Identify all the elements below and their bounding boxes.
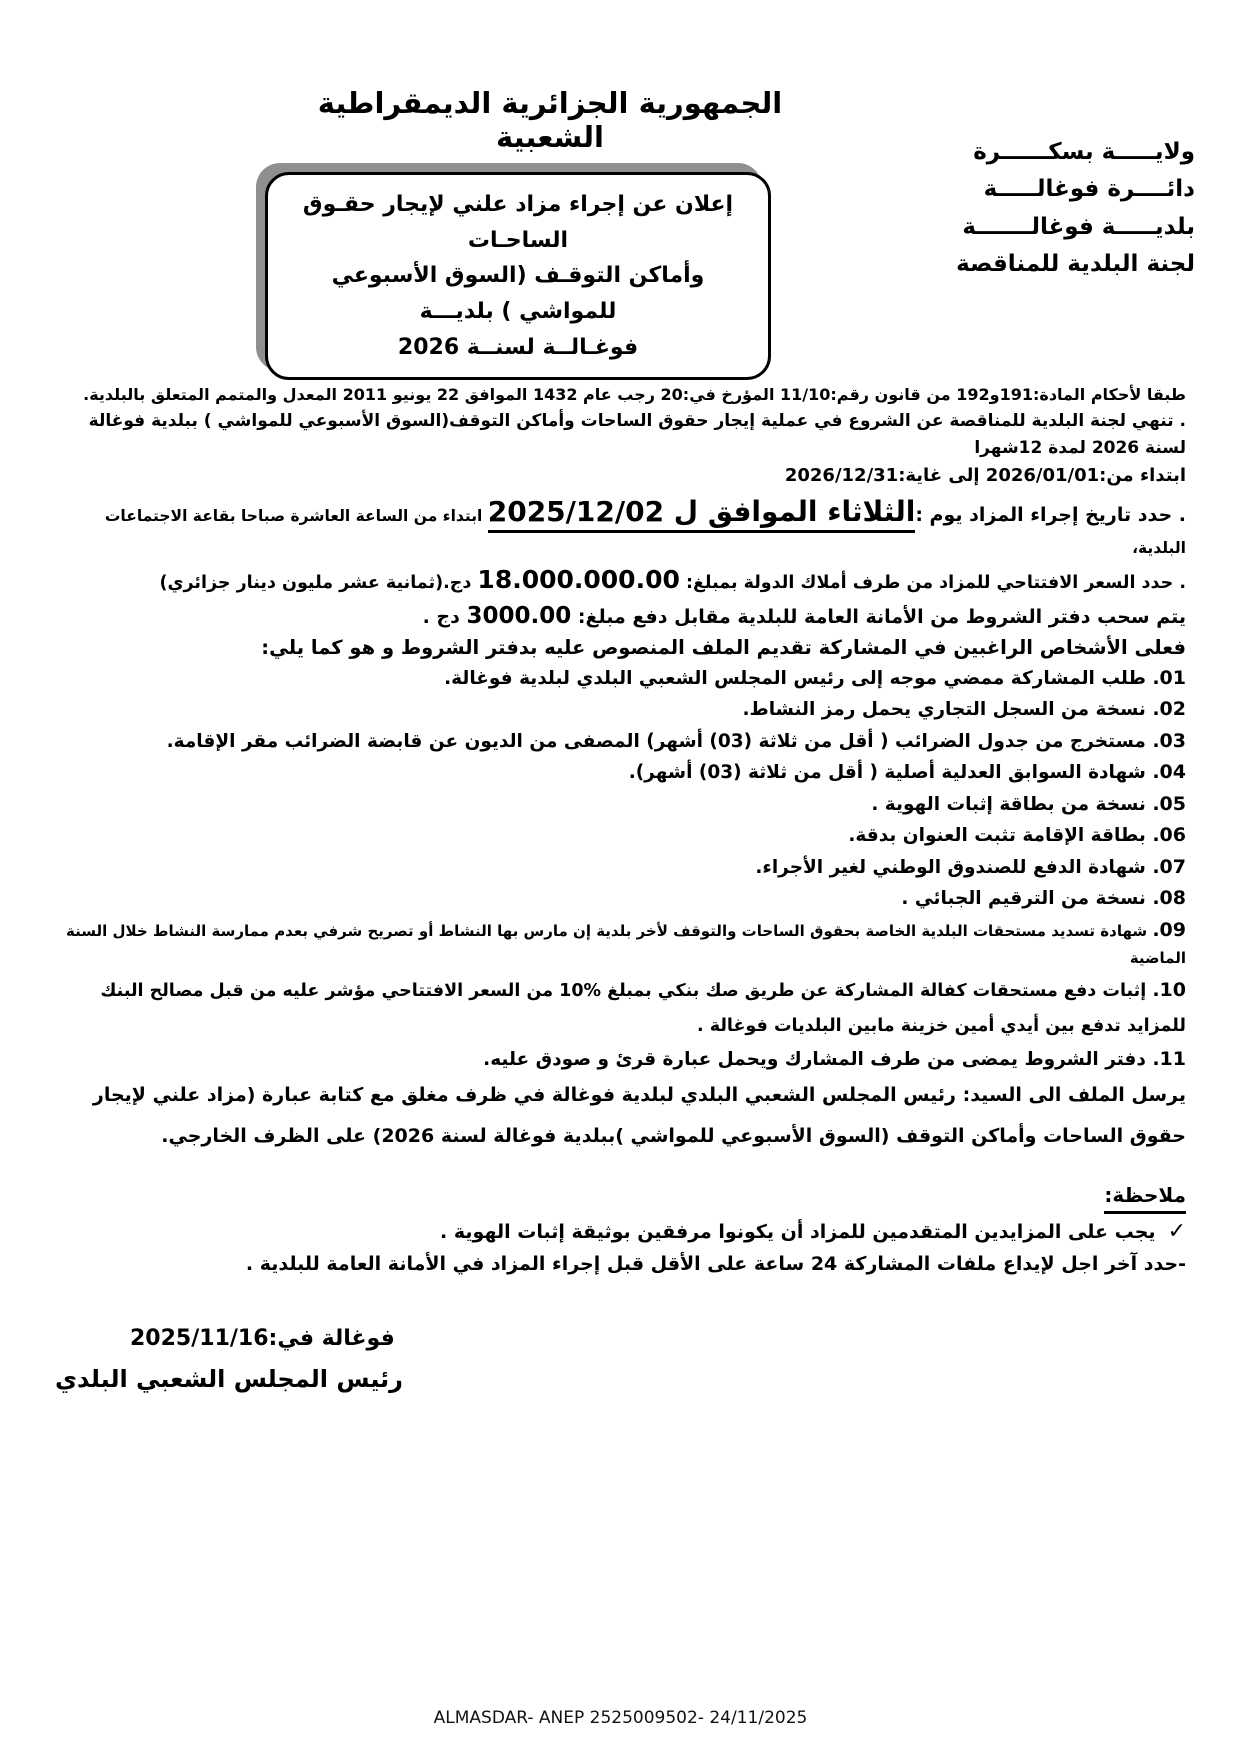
- item-number: 07.: [1152, 855, 1186, 878]
- requirement-item-09: [50, 915, 1186, 971]
- announcement-title-box: [265, 172, 771, 380]
- item-text: دفتر الشروط يمضى من طرف المشارك ويحمل عبارة قرئ و صودق عليه.: [483, 1048, 1153, 1070]
- signature-title: رئيس المجلس الشعبي البلدي: [55, 1364, 403, 1393]
- item-number: 08.: [1152, 887, 1186, 910]
- requirement-item-02: [50, 694, 1186, 726]
- booklet-fee-suffix: دج .: [422, 605, 467, 628]
- requirement-item-05: [50, 789, 1186, 821]
- announcement-line-3: فوغـالــة لسنــة 2026: [397, 334, 639, 360]
- auction-date-prefix: . حدد تاريخ إجراء المزاد يوم :: [915, 503, 1186, 526]
- item-text: مستخرج من جدول الضرائب ( أقل من ثلاثة (03) أشهر) المصفى من الديون عن قابضة الضرائب مقر الإقامة.: [166, 730, 1153, 752]
- auction-intro-paragraph: . تنهي لجنة البلدية للمناقصة عن الشروع في عملية إيجار حقوق الساحات وأماكن التوقف(السوق الأسبوعي للمواشي ) ببلدية فوغالة لسنة 2026 لمدة 12شهرا: [88, 410, 1186, 458]
- commune-line: بلديـــــة فوغالـــــــة: [962, 213, 1195, 240]
- administration-header: [956, 134, 1195, 283]
- requirement-item-01: [50, 663, 1186, 695]
- submission-paragraph: يرسل الملف الى السيد: رئيس المجلس الشعبي البلدي لبلدية فوغالة في ظرف مغلق مع كتابة عبارة (مزاد علني لإيجار حقوق الساحات وأماكن التوقف (السوق الأسبوعي للمواشي )ببلدية فوغالة لسنة 2026) على الظرف الخارجي.: [92, 1084, 1186, 1148]
- item-number: 04.: [1152, 761, 1186, 784]
- item-text: إثبات دفع مستحقات كفالة المشاركة عن طريق صك بنكي بمبلغ %10 من السعر الافتتاحي مؤشر عليه من قبل مصالح البنك للمزايد تدفع بين أيدي أمين خزينة مابين البلديات فوغالة .: [100, 980, 1186, 1036]
- item-number: 03.: [1152, 729, 1186, 752]
- auction-date-paragraph: [50, 491, 1186, 562]
- item-text: شهادة الدفع للصندوق الوطني لغير الأجراء.: [755, 856, 1153, 878]
- item-number: 09.: [1152, 918, 1186, 941]
- requirement-item-04: [50, 757, 1186, 789]
- booklet-fee-amount: 3000.00: [466, 602, 572, 629]
- item-number: 01.: [1152, 666, 1186, 689]
- item-number: 02.: [1152, 698, 1186, 721]
- requirements-intro: فعلى الأشخاص الراغبين في المشاركة تقديم الملف المنصوص عليه بدفتر الشروط و هو كما يلي:: [261, 636, 1186, 660]
- wilaya-line: ولايـــــة بسكــــــرة: [973, 139, 1195, 165]
- item-text: نسخة من الترقيم الجبائي .: [901, 888, 1153, 910]
- item-number: 06.: [1152, 824, 1186, 847]
- signature-place-date: فوغالة في:2025/11/16: [130, 1325, 395, 1351]
- deadline-note: -حدد آخر اجل لإيداع ملفات المشاركة 24 ساعة على الأقل قبل إجراء المزاد في الأمانة العامة للبلدية .: [245, 1253, 1186, 1276]
- booklet-fee-prefix: يتم سحب دفتر الشروط من الأمانة العامة للبلدية مقابل دفع مبلغ:: [571, 605, 1186, 628]
- announcement-line-2: وأماكن التوقـف (السوق الأسبوعي للمواشي ) بلديـــة: [331, 263, 705, 324]
- requirement-item-08: [50, 883, 1186, 915]
- item-number: 10.: [1152, 978, 1186, 1001]
- booklet-fee-paragraph: [50, 599, 1186, 634]
- signature-block: [50, 1326, 1186, 1393]
- note-check-line: [50, 1214, 1186, 1249]
- requirement-item-06: [50, 820, 1186, 852]
- item-text: بطاقة الإقامة تثبت العنوان بدقة.: [848, 825, 1153, 847]
- item-text: شهادة تسديد مستحقات البلدية الخاصة بحقوق الساحات والتوقف لأخر بلدية إن مارس بها النشاط أو تصريح شرفي بعدم ممارسة النشاط خلال السنة الماضية: [66, 921, 1186, 967]
- requirement-item-03: [50, 726, 1186, 758]
- item-text: نسخة من السجل التجاري يحمل رمز النشاط.: [742, 699, 1153, 721]
- opening-price-prefix: . حدد السعر الافتتاحي للمزاد من طرف أملاك الدولة بمبلغ:: [679, 573, 1186, 594]
- rental-period-paragraph: ابتداء من:2026/01/01 إلى غاية:2026/12/31: [784, 464, 1186, 486]
- note-check-text: يجب على المزايدين المتقدمين للمزاد أن يكونوا مرفقين بوثيقة إثبات الهوية .: [440, 1220, 1156, 1243]
- committee-line: لجنة البلدية للمناقصة: [956, 250, 1195, 277]
- opening-price-suffix: دج.(ثمانية عشر مليون دينار جزائري): [159, 573, 478, 594]
- auction-date-suffix: ابتداء من الساعة العاشرة صباحا بقاعة الاجتماعات البلدية،: [104, 506, 1186, 557]
- item-text: شهادة السوابق العدلية أصلية ( أقل من ثلاثة (03) أشهر).: [628, 762, 1153, 784]
- note-label: ملاحظة:: [1104, 1183, 1186, 1214]
- opening-price-amount: 18.000.000.00: [477, 565, 680, 595]
- item-text: طلب المشاركة ممضي موجه إلى رئيس المجلس الشعبي البلدي لبلدية فوغالة.: [444, 667, 1153, 689]
- announcement-line-1: إعلان عن إجراء مزاد علني لإيجار حقـوق الساحـات: [302, 192, 734, 253]
- requirement-item-10: [50, 971, 1186, 1044]
- item-text: نسخة من بطاقة إثبات الهوية .: [871, 793, 1153, 815]
- footer-reference: ALMASDAR- ANEP 2525009502- 24/11/2025: [433, 1708, 808, 1728]
- opening-price-paragraph: [50, 561, 1186, 599]
- auction-date-highlight: الثلاثاء الموافق ل 2025/12/02: [488, 495, 916, 533]
- daira-line: دائــــرة فوغالـــــة: [983, 176, 1195, 203]
- requirement-item-07: [50, 852, 1186, 884]
- item-number: 11.: [1152, 1047, 1186, 1070]
- check-icon: ✓: [1167, 1218, 1186, 1244]
- document-body: [50, 382, 1186, 1393]
- republic-title: الجمهورية الجزائرية الديمقراطية الشعبية: [317, 86, 783, 154]
- requirement-item-11: [50, 1044, 1186, 1076]
- item-number: 05.: [1152, 792, 1186, 815]
- legal-basis-paragraph: طبقا لأحكام المادة:191و192 من قانون رقم:11/10 المؤرخ في:20 رجب عام 1432 الموافق 22 يونيو 2011 المعدل والمتمم المتعلق بالبلدية.: [83, 385, 1186, 404]
